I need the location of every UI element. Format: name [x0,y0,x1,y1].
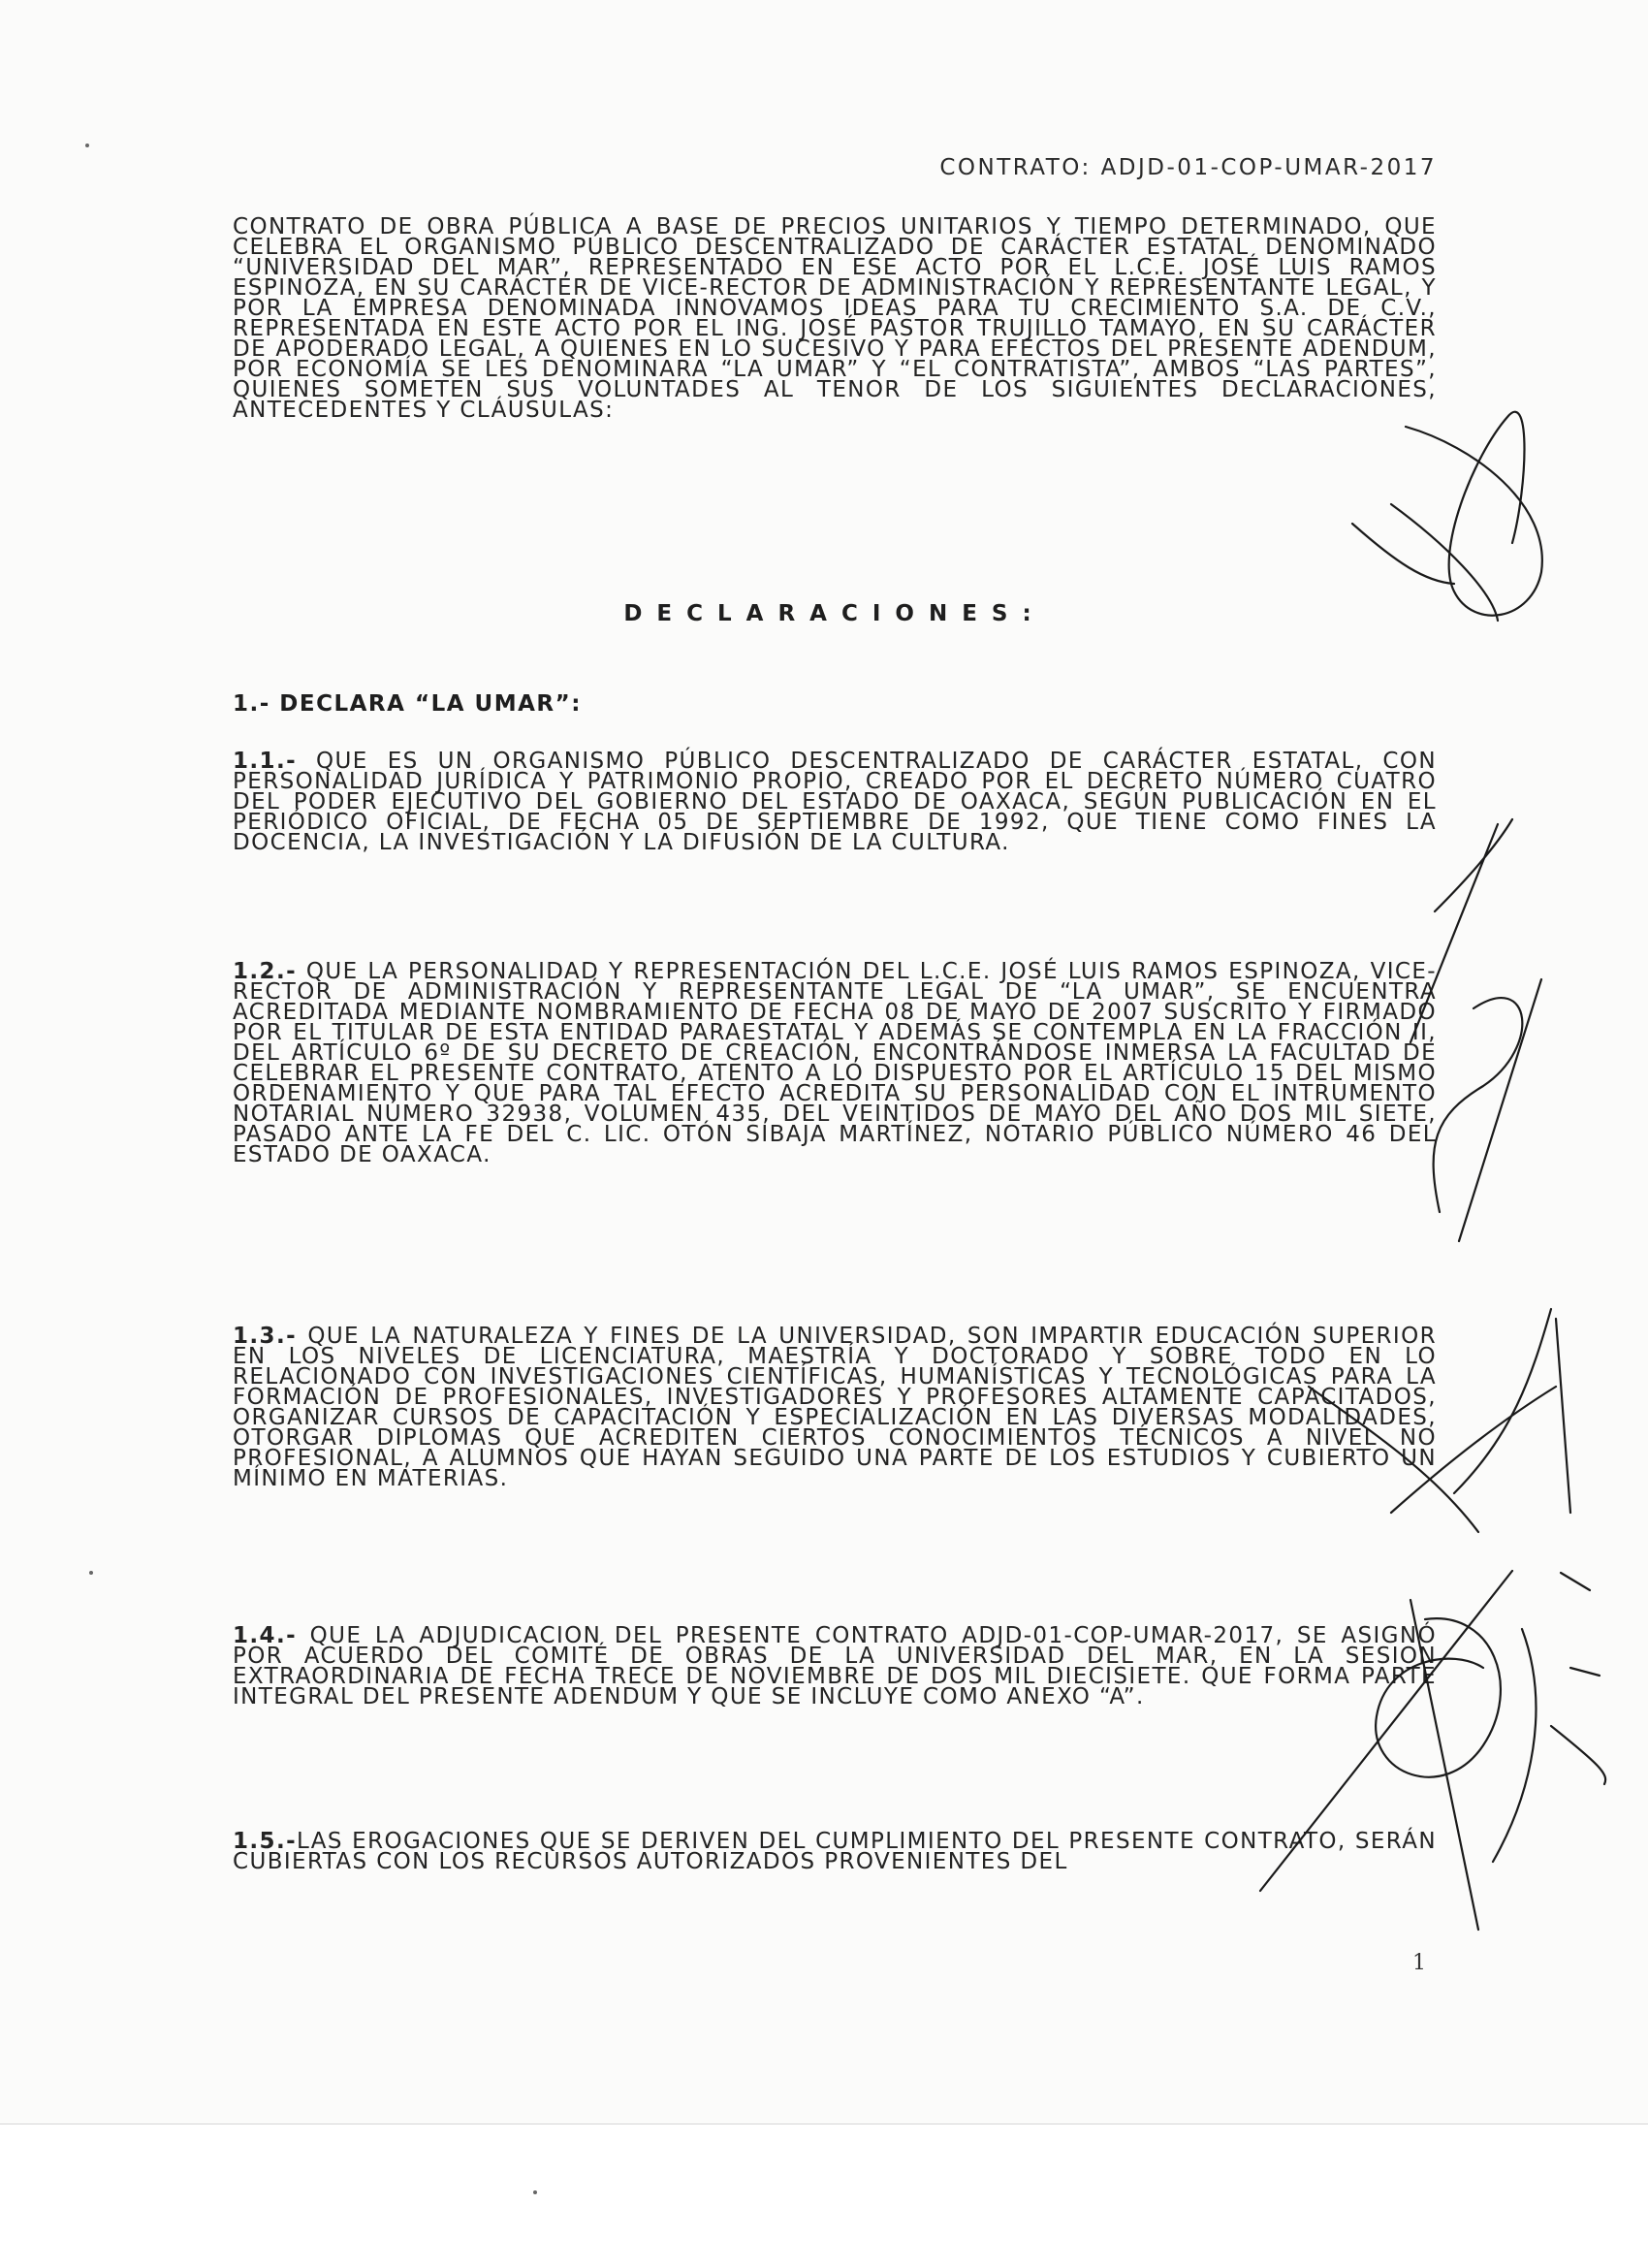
contract-id: CONTRATO: ADJD-01-COP-UMAR-2017 [939,155,1437,180]
clause-1-2 [233,959,1437,1167]
clause-number: 1.4.- [233,1623,298,1648]
section-title: 1.- DECLARA “LA UMAR”: [233,691,582,717]
scan-speck [89,1571,93,1575]
declarations-heading: DECLARACIONES: [623,601,1046,626]
page-number: 1 [1412,1951,1426,1975]
clause-text: QUE ES UN ORGANISMO PÚBLICO DESCENTRALIZADO DE CARÁCTER ESTATAL, CON PERSONALIDAD JURÍDICA Y PATRIMONIO PROPIO, CREADO POR EL DECRETO NÚMERO CUATRO DEL PODER EJECUTIVO DEL GOBIERNO DEL ESTADO DE OAXACA, SEGÚN PUBLICACIÓN EN EL PERIÓDICO OFICIAL, DE FECHA 05 DE SEPTIEMBRE DE 1992, QUE TIENE COMO FINES LA DOCENCIA, LA INVESTIGACIÓN Y LA DIFUSIÓN DE LA CULTURA. [233,749,1437,855]
clause-1-4 [233,1623,1437,1709]
clause-1-1 [233,751,1437,853]
scan-speck [533,2190,537,2194]
clause-number: 1.1.- [233,749,298,774]
clause-text: QUE LA NATURALEZA Y FINES DE LA UNIVERSIDAD, SON IMPARTIR EDUCACIÓN SUPERIOR EN LOS NIVELES DE LICENCIATURA, MAESTRÍA Y DOCTORADO Y SOBRE TODO EN LO RELACIONADO CON INVESTIGACIONES CIENTÍFICAS, HUMANÍSTICAS Y TECNOLÓGICAS PARA LA FORMACIÓN DE PROFESIONALES, INVESTIGADORES Y PROFESORES ALTAMENTE CAPACITADOS, ORGANIZAR CURSOS DE CAPACITACIÓN Y ESPECIALIZACIÓN EN LAS DIVERSAS MODALIDADES, OTORGAR DIPLOMAS QUE ACREDITEN CIERTOS CONOCIMIENTOS TÉCNICOS A NIVEL NO PROFESIONAL, A ALUMNOS QUE HAYAN SEGUIDO UNA PARTE DE LOS ESTUDIOS Y CUBIERTO UN MÍNIMO EN MATERIAS. [233,1324,1437,1491]
scan-speck [85,144,89,147]
scan-margin [0,2124,1648,2268]
clause-number: 1.2.- [233,959,298,984]
clause-text: LAS EROGACIONES QUE SE DERIVEN DEL CUMPLIMIENTO DEL PRESENTE CONTRATO, SERÁN CUBIERTAS CON LOS RECURSOS AUTORIZADOS PROVENIENTES DEL [233,1829,1437,1874]
clause-1-3 [233,1326,1437,1489]
clause-number: 1.5.- [233,1829,298,1854]
clause-number: 1.3.- [233,1324,298,1349]
clause-text: QUE LA PERSONALIDAD Y REPRESENTACIÓN DEL L.C.E. JOSÉ LUIS RAMOS ESPINOZA, VICE-RECTOR DE ADMINISTRACIÓN Y REPRESENTANTE LEGAL DE “LA UMAR”, SE ENCUENTRA ACREDITADA MEDIANTE NOMBRAMIENTO DE FECHA 08 DE MAYO DE 2007 SUSCRITO Y FIRMADO POR EL TITULAR DE ESTA ENTIDAD PARAESTATAL Y ADEMÁS SE CONTEMPLA EN LA FRACCIÓN II, DEL ARTÍCULO 6º DE SU DECRETO DE CREACIÓN, ENCONTRÁNDOSE INMERSA LA FACULTAD DE CELEBRAR EL PRESENTE CONTRATO, ATENTO A LO DISPUESTO POR EL ARTÍCULO 15 DEL MISMO ORDENAMIENTO Y QUE PARA TAL EFECTO ACREDITA SU PERSONALIDAD CON EL INTRUMENTO NOTARIAL NÚMERO 32938, VOLUMEN 435, DEL VEINTIDOS DE MAYO DEL AÑO DOS MIL SIETE, PASADO ANTE LA FE DEL C. LIC. OTÓN SIBAJA MARTÍNEZ, NOTARIO PÚBLICO NÚMERO 46 DEL ESTADO DE OAXACA. [233,959,1437,1167]
clause-text: QUE LA ADJUDICACION DEL PRESENTE CONTRATO ADJD-01-COP-UMAR-2017, SE ASIGNÓ POR ACUERDO DEL COMITÉ DE OBRAS DE LA UNIVERSIDAD DEL MAR, EN LA SESION EXTRAORDINARIA DE FECHA TRECE DE NOVIEMBRE DE DOS MIL DIECISIETE. QUE FORMA PARTE INTEGRAL DEL PRESENTE ADENDUM Y QUE SE INCLUYE COMO ANEXO “A”. [233,1623,1437,1709]
clause-1-5 [233,1829,1437,1874]
intro-paragraph: CONTRATO DE OBRA PÚBLICA A BASE DE PRECIOS UNITARIOS Y TIEMPO DETERMINADO, QUE CELEBRA EL ORGANISMO PÚBLICO DESCENTRALIZADO DE CARÁCTER ESTATAL DENOMINADO “UNIVERSIDAD DEL MAR”, REPRESENTADO EN ESE ACTO POR EL L.C.E. JOSÉ LUIS RAMOS ESPINOZA, EN SU CARÁCTER DE VICE-RECTOR DE ADMINISTRACIÓN Y REPRESENTANTE LEGAL, Y POR LA EMPRESA DENOMINADA INNOVAMOS IDEAS PARA TU CRECIMIENTO S.A. DE C.V., REPRESENTADA EN ESTE ACTO POR EL ING. JOSÉ PASTOR TRUJILLO TAMAYO, EN SU CARÁCTER DE APODERADO LEGAL, A QUIENES EN LO SUCESIVO Y PARA EFECTOS DEL PRESENTE ADENDUM, POR ECONOMÍA SE LES DENOMINARA “LA UMAR” Y “EL CONTRATISTA”, AMBOS “LAS PARTES”, QUIENES SOMETEN SUS VOLUNTADES AL TENOR DE LOS SIGUIENTES DECLARACIONES, ANTECEDENTES Y CLÁUSULAS: [233,214,1437,423]
